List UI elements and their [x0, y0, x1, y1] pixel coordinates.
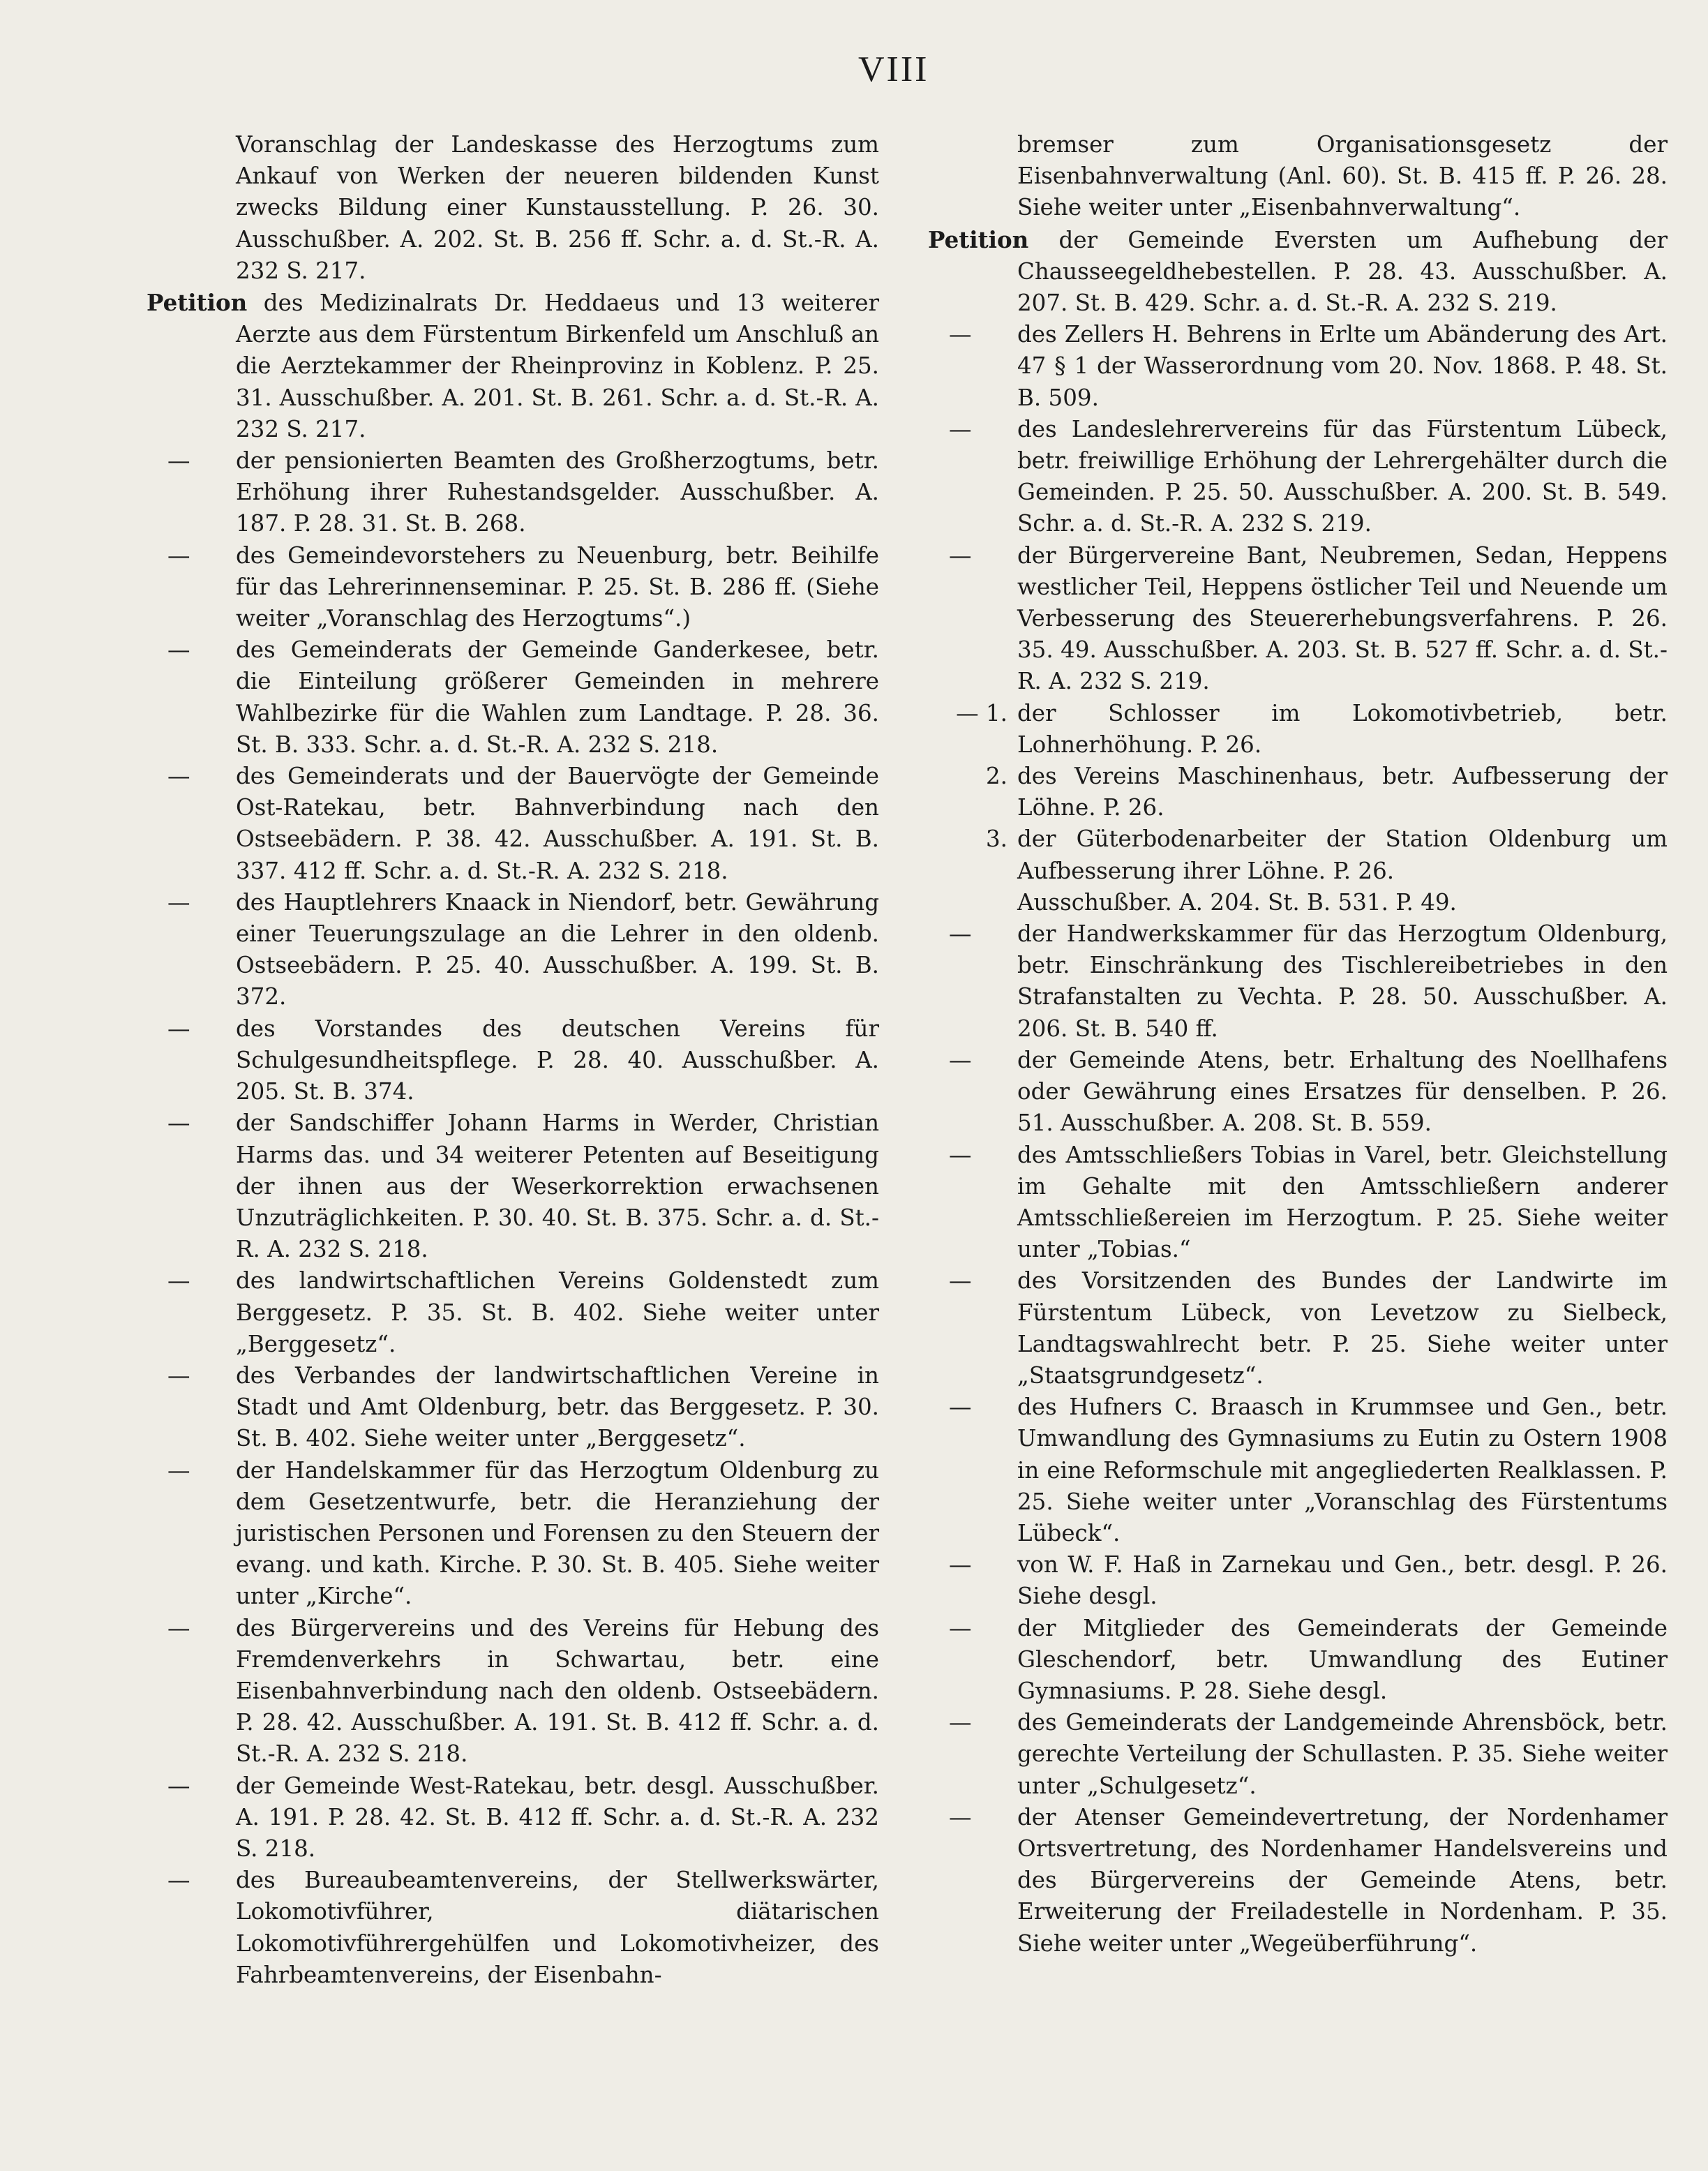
index-entry: — von W. F. Haß in Zarnekau und Gen., betr. desgl. P. 26. Siehe desgl. — [928, 1549, 1668, 1612]
index-entry-petition: Petition der Gemeinde Eversten um Aufhebung der Chausseegeldhebestellen. P. 28. 43. Ausschußber. A. 207. St. B. 429. Schr. a. d. St.-R. A. 232 S. 219. — [928, 225, 1668, 317]
index-entry: — des Bureaubeamtenvereins, der Stellwerkswärter, Lokomotivführer, diätarischen Lokomotivführergehülfen und Lokomotivheizer, des Fahrbeamtenvereins, der Eisenbahn- — [147, 1865, 879, 1991]
dash-marker: — — [167, 1456, 190, 1484]
item-number: 3. — [985, 826, 1007, 853]
dash-marker: — — [949, 415, 972, 442]
dash-marker: — — [949, 920, 972, 948]
index-entry: — des Hauptlehrers Knaack in Niendorf, betr. Gewährung einer Teuerungszulage an die Lehrer in den oldenb. Ostseebädern. P. 25. 40. Ausschußber. A. 199. St. B. 372. — [147, 887, 879, 1013]
dash-marker: — — [949, 1267, 972, 1295]
dash-marker: — — [949, 1614, 972, 1641]
dash-marker: — — [949, 1141, 972, 1168]
entry-keyword: Petition — [147, 289, 248, 317]
dash-marker: — — [949, 542, 972, 569]
dash-marker: — — [167, 1867, 190, 1894]
index-entry: — des Landeslehrervereins für das Fürstentum Lübeck, betr. freiwillige Erhöhung der Lehrergehälter durch die Gemeinden. P. 25. 50. Ausschußber. A. 200. St. B. 549. Schr. a. d. St.-R. A. 232 S. 219. — [928, 414, 1668, 540]
dash-marker: — — [167, 888, 190, 916]
index-entry-numbered: 2. des Vereins Maschinenhaus, betr. Aufbesserung der Löhne. P. 26. — [928, 761, 1668, 823]
index-entry-numbered: — 1. der Schlosser im Lokomotivbetrieb, betr. Lohnerhöhung. P. 26. — [928, 698, 1668, 761]
index-entry: — des Bürgervereins und des Vereins für Hebung des Fremdenverkehrs in Schwartau, betr. eine Eisenbahnverbindung nach den oldenb. Ostseebädern. P. 28. 42. Ausschußber. A. 191. St. B. 412 ff. Schr. a. d. St.-R. A. 232 S. 218. — [147, 1613, 879, 1770]
right-column — [928, 129, 1668, 1960]
index-entry: — der Sandschiffer Johann Harms in Werder, Christian Harms das. und 34 weiterer Petenten auf Beseitigung der ihnen aus der Weserkorrektion erwachsenen Unzuträglichkeiten. P. 30. 40. St. B. 375. Schr. a. d. St.-R. A. 232 S. 218. — [147, 1107, 879, 1265]
dash-marker: — — [949, 1394, 972, 1421]
item-number: 2. — [985, 763, 1007, 790]
index-entry: — des Hufners C. Braasch in Krummsee und Gen., betr. Umwandlung des Gymnasiums zu Eutin zu Ostern 1908 in eine Reformschule mit angegliederten Realklassen. P. 25. Siehe weiter unter „Voranschlag des Fürstentums Lübeck“. — [928, 1392, 1668, 1549]
index-entry: — der Gemeinde Atens, betr. Erhaltung des Noellhafens oder Gewährung eines Ersatzes für denselben. P. 26. 51. Ausschußber. A. 208. St. B. 559. — [928, 1045, 1668, 1140]
index-entry: — der Handwerkskammer für das Herzogtum Oldenburg, betr. Einschränkung des Tischlereibetriebes in den Strafanstalten zu Vechta. P. 28. 50. Ausschußber. A. 206. St. B. 540 ff. — [928, 918, 1668, 1045]
index-entry: Ausschußber. A. 204. St. B. 531. P. 49. — [1017, 888, 1457, 916]
index-entry-numbered: 3. der Güterbodenarbeiter der Station Oldenburg um Aufbesserung ihrer Löhne. P. 26. — [928, 823, 1668, 886]
index-entry: — des Vorstandes des deutschen Vereins für Schulgesundheitspflege. P. 28. 40. Ausschußber. A. 205. St. B. 374. — [147, 1013, 879, 1108]
index-entry: — der Bürgervereine Bant, Neubremen, Sedan, Heppens westlicher Teil, Heppens östlicher Teil und Neuende um Verbesserung des Steuererhebungsverfahrens. P. 26. 35. 49. Ausschußber. A. 203. St. B. 527 ff. Schr. a. d. St.-R. A. 232 S. 219. — [928, 540, 1668, 698]
dash-marker: — — [949, 1803, 972, 1830]
index-entry: — des Gemeinderats und der Bauervögte der Gemeinde Ost-Ratekau, betr. Bahnverbindung nach den Ostseebädern. P. 38. 42. Ausschußber. A. 191. St. B. 337. 412 ff. Schr. a. d. St.-R. A. 232 S. 218. — [147, 761, 879, 887]
dash-marker: — — [167, 447, 190, 475]
dash-marker: — — [167, 1110, 190, 1137]
dash-marker: — — [949, 1709, 972, 1736]
index-entry: — des Amtsschließers Tobias in Varel, betr. Gleichstellung im Gehalte mit den Amtsschließern anderer Amtsschließereien im Herzogtum. P. 25. Siehe weiter unter „Tobias.“ — [928, 1140, 1668, 1266]
item-number: — 1. — [956, 699, 1007, 726]
dash-marker: — — [167, 1614, 190, 1641]
index-entry: — des Vorsitzenden des Bundes der Landwirte im Fürstentum Lübeck, von Levetzow zu Sielbeck, Landtagswahlrecht betr. P. 25. Siehe weiter unter „Staatsgrundgesetz“. — [928, 1265, 1668, 1392]
index-entry: — des Gemeindevorstehers zu Neuenburg, betr. Beihilfe für das Lehrerinnenseminar. P. 25. St. B. 286 ff. (Siehe weiter „Voranschlag des Herzogtums“.) — [147, 540, 879, 635]
dash-marker: — — [949, 321, 972, 348]
dash-marker: — — [167, 1361, 190, 1389]
index-entry: — des landwirtschaftlichen Vereins Goldenstedt zum Berggesetz. P. 35. St. B. 402. Siehe weiter unter „Berggesetz“. — [147, 1265, 879, 1360]
dash-marker: — — [167, 763, 190, 790]
entry-keyword: Petition — [928, 225, 1029, 253]
left-column — [147, 129, 879, 1991]
dash-marker: — — [167, 1772, 190, 1799]
index-entry: — des Zellers H. Behrens in Erlte um Abänderung des Art. 47 § 1 der Wasserordnung vom 20. Nov. 1868. P. 48. St. B. 509. — [928, 319, 1668, 414]
dash-marker: — — [167, 542, 190, 569]
dash-marker: — — [167, 1267, 190, 1295]
dash-marker: — — [167, 1015, 190, 1042]
page-number: VIII — [858, 50, 929, 89]
index-entry: — des Gemeinderats der Landgemeinde Ahrensböck, betr. gerechte Verteilung der Schullasten. P. 35. Siehe weiter unter „Schulgesetz“. — [928, 1707, 1668, 1802]
index-entry: — der Handelskammer für das Herzogtum Oldenburg zu dem Gesetzentwurfe, betr. die Heranziehung der juristischen Personen und Forensen zu den Steuern der evang. und kath. Kirche. P. 30. St. B. 405. Siehe weiter unter „Kirche“. — [147, 1455, 879, 1613]
index-entry: — der Mitglieder des Gemeinderats der Gemeinde Gleschendorf, betr. Umwandlung des Eutiner Gymnasiums. P. 28. Siehe desgl. — [928, 1613, 1668, 1708]
index-entry: — des Gemeinderats der Gemeinde Ganderkesee, betr. die Einteilung größerer Gemeinden in mehrere Wahlbezirke für die Wahlen zum Landtage. P. 28. 36. St. B. 333. Schr. a. d. St.-R. A. 232 S. 218. — [147, 634, 879, 761]
index-entry: bremser zum Organisationsgesetz der Eisenbahnverwaltung (Anl. 60). St. B. 415 ff. P. 26. 28. Siehe weiter unter „Eisenbahnverwaltung“. — [1017, 131, 1668, 221]
index-entry: — der Gemeinde West-Ratekau, betr. desgl. Ausschußber. A. 191. P. 28. 42. St. B. 412 ff. Schr. a. d. St.-R. A. 232 S. 218. — [147, 1770, 879, 1865]
index-entry: — des Verbandes der landwirtschaftlichen Vereine in Stadt und Amt Oldenburg, betr. das Berggesetz. P. 30. St. B. 402. Siehe weiter unter „Berggesetz“. — [147, 1360, 879, 1455]
dash-marker: — — [167, 636, 190, 664]
index-entry: — der Atenser Gemeindevertretung, der Nordenhamer Ortsvertretung, des Nordenhamer Handelsvereins und des Bürgervereins der Gemeinde Atens, betr. Erweiterung der Freiladestelle in Nordenham. P. 35. Siehe weiter unter „Wegeüberführung“. — [928, 1802, 1668, 1960]
dash-marker: — — [949, 1046, 972, 1073]
index-entry-petition: Petition des Medizinalrats Dr. Heddaeus und 13 weiterer Aerzte aus dem Fürstentum Birkenfeld um Anschluß an die Aerztekammer der Rheinprovinz in Koblenz. P. 25. 31. Ausschußber. A. 201. St. B. 261. Schr. a. d. St.-R. A. 232 S. 217. — [147, 289, 879, 442]
dash-marker: — — [949, 1551, 972, 1579]
index-entry: — der pensionierten Beamten des Großherzogtums, betr. Erhöhung ihrer Ruhestandsgelder. Ausschußber. A. 187. P. 28. 31. St. B. 268. — [147, 445, 879, 540]
index-entry: Voranschlag der Landeskasse des Herzogtums zum Ankauf von Werken der neueren bildenden Kunst zwecks Bildung einer Kunstausstellung. P. 26. 30. Ausschußber. A. 202. St. B. 256 ff. Schr. a. d. St.-R. A. 232 S. 217. — [236, 131, 879, 284]
